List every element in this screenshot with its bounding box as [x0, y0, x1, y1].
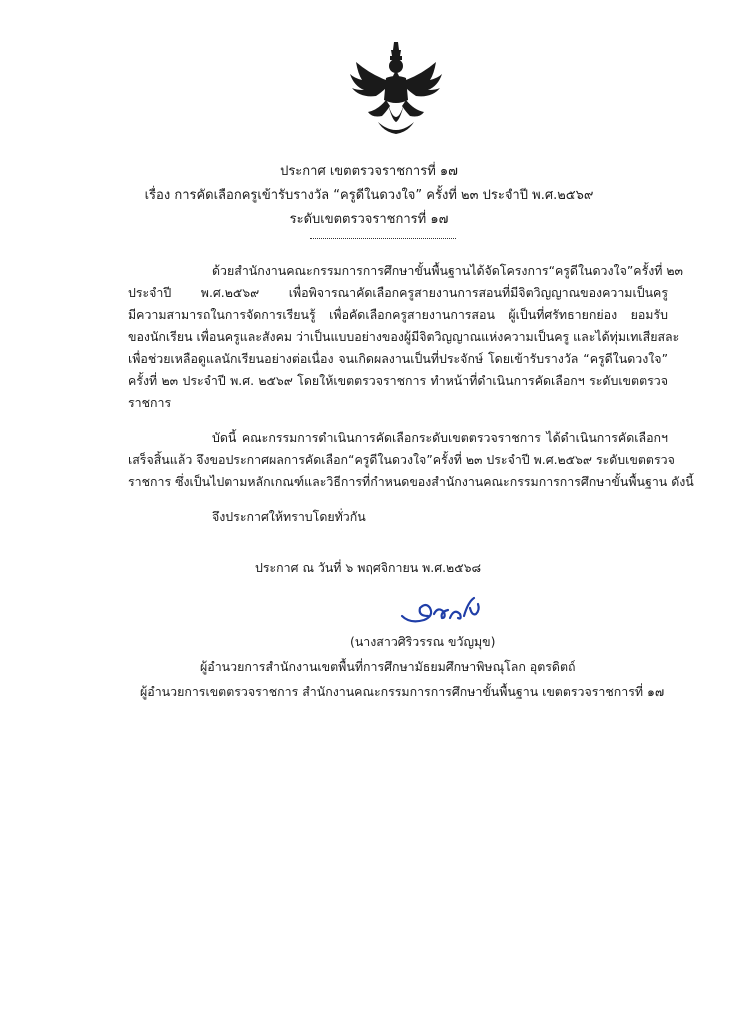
paragraph-1-line: มีความสามารถในการจัดการเรียนรู้ เพื่อคัดเลือกครูสายงานการสอน ผู้เป็นที่ศรัทธายกย่อง ยอมรับ — [128, 307, 668, 322]
paragraph-1-line: เพื่อช่วยเหลือดูแลนักเรียนอย่างต่อเนื่อง จนเกิดผลงานเป็นที่ประจักษ์ โดยเข้ารับรางวัล “ครูดีในดวงใจ” — [128, 351, 668, 366]
paragraph-1-line: ด้วยสำนักงานคณะกรรมการการศึกษาขั้นพื้นฐานได้จัดโครงการ“ครูดีในดวงใจ”ครั้งที่ ๒๓ — [212, 263, 684, 278]
signer-name: (นางสาวศิริวรรณ ขวัญมุข) — [350, 634, 496, 649]
signer-position-2: ผู้อำนวยการเขตตรวจราชการ สำนักงานคณะกรรมการการศึกษาขั้นพื้นฐาน เขตตรวจราชการที่ ๑๗ — [140, 684, 665, 699]
paragraph-2-line: ราชการ ซึ่งเป็นไปตามหลักเกณฑ์และวิธีการที่กำหนดของสำนักงานคณะกรรมการการศึกษาขั้นพื้นฐาน ดังนี้ — [128, 474, 694, 489]
announcement-level: ระดับเขตตรวจราชการที่ ๑๗ — [289, 212, 449, 227]
closing-statement: จึงประกาศให้ทราบโดยทั่วกัน — [212, 509, 366, 524]
paragraph-1-line: ราชการ — [128, 395, 172, 410]
garuda-emblem-icon — [348, 40, 444, 140]
announcement-date: ประกาศ ณ วันที่ ๖ พฤศจิกายน พ.ศ.๒๕๖๘ — [255, 560, 482, 575]
paragraph-2-line: บัดนี้ คณะกรรมการดำเนินการคัดเลือกระดับเขตตรวจราชการ ได้ดำเนินการคัดเลือกฯ — [212, 430, 668, 445]
divider — [310, 238, 456, 239]
paragraph-2-line: เสร็จสิ้นแล้ว จึงขอประกาศผลการคัดเลือก“ครูดีในดวงใจ”ครั้งที่ ๒๓ ประจำปี พ.ศ.๒๕๖๙ ระดับเขตตรวจ — [128, 452, 675, 467]
paragraph-1-line: ครั้งที่ ๒๓ ประจำปี พ.ศ. ๒๕๖๙ โดยให้เขตตรวจราชการ ทำหน้าที่ดำเนินการคัดเลือกฯ ระดับเขตตรวจ — [128, 373, 668, 388]
announcement-title: ประกาศ เขตตรวจราชการที่ ๑๗ — [280, 164, 458, 179]
signer-position-1: ผู้อำนวยการสำนักงานเขตพื้นที่การศึกษามัธยมศึกษาพิษณุโลก อุตรดิตถ์ — [200, 659, 576, 674]
handwritten-signature — [400, 594, 490, 628]
paragraph-1-line: ของนักเรียน เพื่อนครูและสังคม ว่าเป็นแบบอย่างของผู้มีจิตวิญญาณแห่งความเป็นครู และได้ทุ่มเทเสียสละ — [128, 329, 680, 344]
paragraph-1-line: ประจำปี พ.ศ.๒๕๖๙ เพื่อพิจารณาคัดเลือกครูสายงานการสอนที่มีจิตวิญญาณของความเป็นครู — [128, 285, 668, 300]
announcement-subject: เรื่อง การคัดเลือกครูเข้ารับรางวัล “ครูดีในดวงใจ” ครั้งที่ ๒๓ ประจำปี พ.ศ.๒๕๖๙ — [144, 188, 594, 203]
